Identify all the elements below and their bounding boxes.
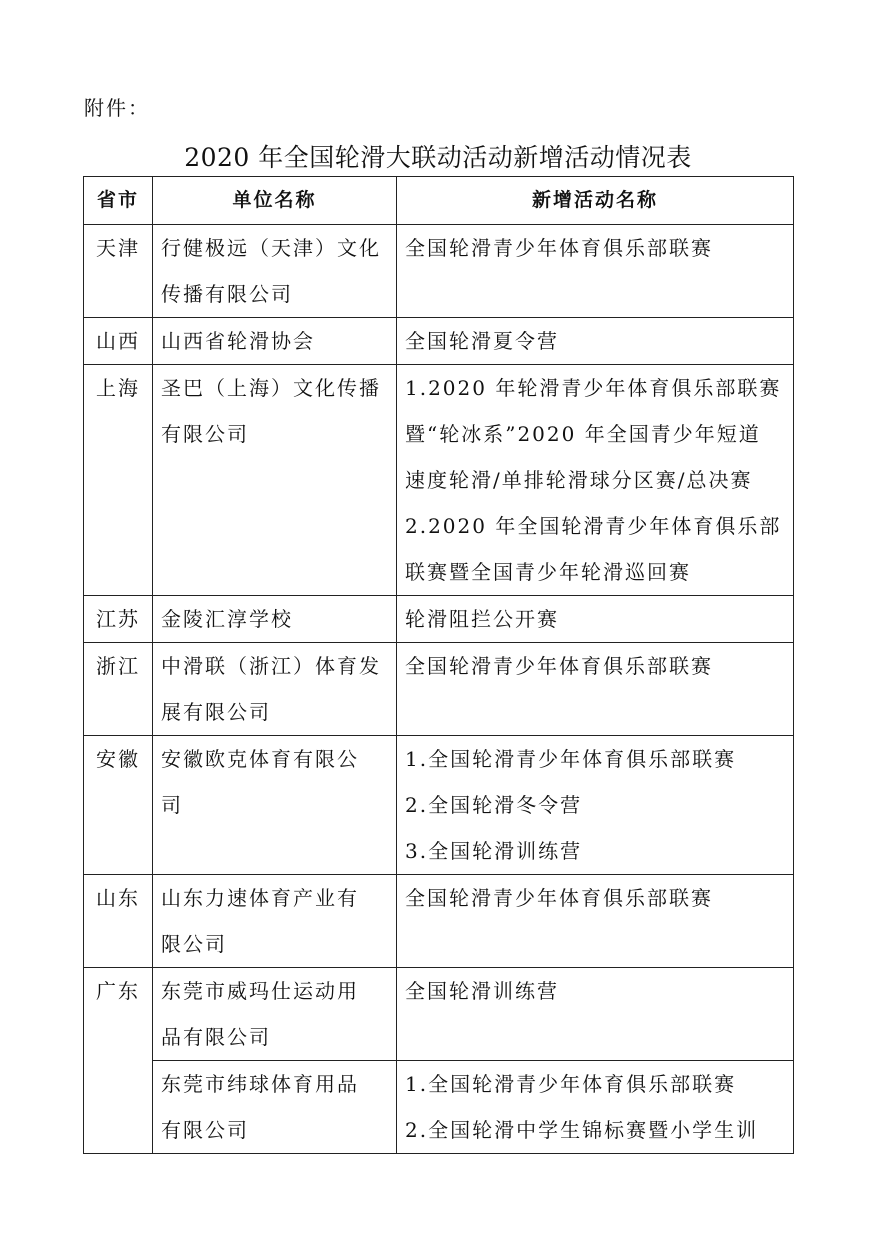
unit-name-line: 行健极远（天津）文化 [161, 236, 381, 260]
activity-table [83, 176, 794, 1154]
unit-name-line: 东莞市纬球体育用品 [161, 1072, 359, 1096]
activity-line: 3.全国轮滑训练营 [405, 839, 583, 863]
activity-line: 1.全国轮滑青少年体育俱乐部联赛 [405, 1072, 737, 1096]
activity-line: 2.2020 年全国轮滑青少年体育俱乐部 [405, 514, 782, 538]
unit-cell [153, 968, 397, 1061]
province-cell: 广东 [84, 968, 153, 1154]
unit-cell [153, 875, 397, 968]
table-row [84, 225, 794, 318]
unit-name-line: 山西省轮滑协会 [161, 329, 315, 353]
unit-cell [153, 643, 397, 736]
activity-line: 全国轮滑夏令营 [405, 329, 559, 353]
table-row [84, 1061, 794, 1154]
province-cell: 山东 [84, 875, 153, 968]
table-row [84, 365, 794, 596]
unit-name-line: 司 [161, 793, 183, 817]
unit-cell [153, 736, 397, 875]
activity-cell [397, 736, 794, 875]
table-row [84, 875, 794, 968]
activity-cell [397, 1061, 794, 1154]
unit-name-line: 传播有限公司 [161, 282, 293, 306]
header-unit: 单位名称 [153, 177, 397, 225]
unit-name-line: 品有限公司 [161, 1025, 271, 1049]
unit-name-line: 中滑联（浙江）体育发 [161, 654, 381, 678]
attachment-label: 附件： [84, 96, 150, 120]
unit-name-line: 圣巴（上海）文化传播 [161, 376, 381, 400]
activity-line: 联赛暨全国青少年轮滑巡回赛 [405, 560, 691, 584]
activity-cell [397, 875, 794, 968]
table-body [84, 225, 794, 1154]
activity-line: 全国轮滑青少年体育俱乐部联赛 [405, 886, 713, 910]
activity-cell [397, 968, 794, 1061]
activity-line: 全国轮滑青少年体育俱乐部联赛 [405, 654, 713, 678]
province-cell: 山西 [84, 318, 153, 365]
province-cell: 上海 [84, 365, 153, 596]
page-title: 2020 年全国轮滑大联动活动新增活动情况表 [184, 143, 692, 172]
table-row [84, 318, 794, 365]
activity-line: 2.全国轮滑冬令营 [405, 793, 583, 817]
unit-name-line: 有限公司 [161, 1118, 249, 1142]
activity-cell [397, 643, 794, 736]
table-row [84, 968, 794, 1061]
unit-cell [153, 318, 397, 365]
unit-name-line: 山东力速体育产业有 [161, 886, 359, 910]
activity-cell [397, 225, 794, 318]
table-row [84, 643, 794, 736]
activity-line: 全国轮滑训练营 [405, 979, 559, 1003]
activity-cell [397, 318, 794, 365]
activity-line: 暨“轮冰系”2020 年全国青少年短道 [405, 422, 761, 446]
header-province: 省市 [84, 177, 153, 225]
table-row [84, 736, 794, 875]
activity-cell [397, 365, 794, 596]
table-row [84, 596, 794, 643]
unit-name-line: 金陵汇淳学校 [161, 607, 293, 631]
province-cell: 江苏 [84, 596, 153, 643]
province-cell: 天津 [84, 225, 153, 318]
province-cell: 浙江 [84, 643, 153, 736]
activity-line: 全国轮滑青少年体育俱乐部联赛 [405, 236, 713, 260]
unit-cell [153, 225, 397, 318]
unit-name-line: 展有限公司 [161, 700, 271, 724]
activity-line: 1.2020 年轮滑青少年体育俱乐部联赛 [405, 376, 782, 400]
unit-name-line: 东莞市威玛仕运动用 [161, 979, 359, 1003]
activity-cell [397, 596, 794, 643]
activity-line: 轮滑阻拦公开赛 [405, 607, 559, 631]
header-activity: 新增活动名称 [397, 177, 794, 225]
activity-line: 2.全国轮滑中学生锦标赛暨小学生训 [405, 1118, 759, 1142]
unit-cell [153, 1061, 397, 1154]
unit-name-line: 限公司 [161, 932, 227, 956]
province-cell: 安徽 [84, 736, 153, 875]
activity-line: 1.全国轮滑青少年体育俱乐部联赛 [405, 747, 737, 771]
table-header-row [84, 177, 794, 225]
unit-name-line: 有限公司 [161, 422, 249, 446]
unit-cell [153, 365, 397, 596]
unit-name-line: 安徽欧克体育有限公 [161, 747, 359, 771]
unit-cell [153, 596, 397, 643]
activity-line: 速度轮滑/单排轮滑球分区赛/总决赛 [405, 468, 753, 492]
